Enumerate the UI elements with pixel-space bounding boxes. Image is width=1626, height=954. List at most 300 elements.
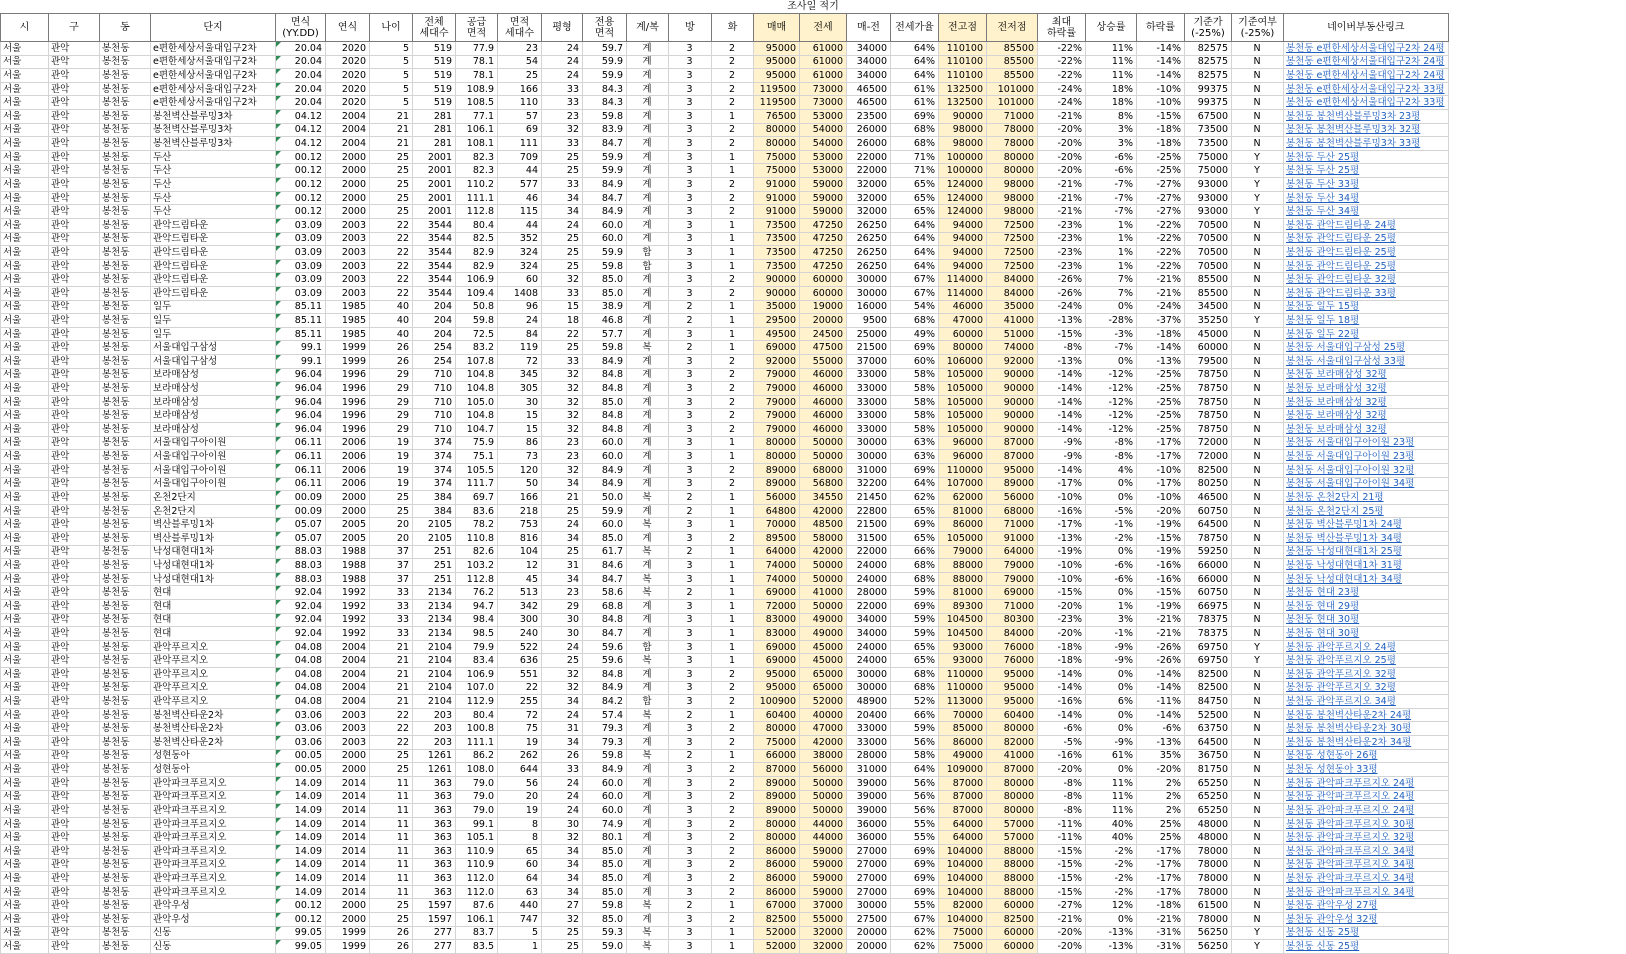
table-cell[interactable]: 90000 [987, 395, 1038, 409]
table-cell[interactable]: 2% [1137, 776, 1185, 790]
table-cell[interactable]: 114000 [939, 286, 987, 300]
table-cell[interactable]: 26 [370, 940, 413, 954]
table-cell[interactable]: 70500 [1185, 218, 1232, 232]
table-cell[interactable]: 98.5 [456, 627, 498, 641]
table-cell[interactable]: 69750 [1185, 654, 1232, 668]
table-cell[interactable]: -20% [1038, 627, 1086, 641]
table-cell[interactable]: 81750 [1185, 763, 1232, 777]
table-cell[interactable]: 44000 [800, 831, 847, 845]
table-cell[interactable]: 2014 [326, 885, 370, 899]
table-cell[interactable]: 3 [669, 668, 712, 682]
table-cell[interactable]: Y [1232, 191, 1284, 205]
table-cell[interactable]: 14.09 [276, 790, 326, 804]
table-cell[interactable]: -14% [1137, 42, 1185, 56]
table-cell[interactable]: 봉천동 [100, 722, 151, 736]
table-cell[interactable]: 89000 [754, 804, 800, 818]
table-cell[interactable]: 봉천동 [100, 327, 151, 341]
table-cell[interactable]: 21 [370, 110, 413, 124]
table-cell[interactable]: 06.11 [276, 477, 326, 491]
table-cell[interactable]: 61.7 [583, 545, 627, 559]
table-cell[interactable]: 36000 [847, 817, 891, 831]
table-cell[interactable]: 82.6 [456, 545, 498, 559]
table-cell[interactable]: 2003 [326, 286, 370, 300]
table-cell[interactable]: 3 [669, 164, 712, 178]
table-cell[interactable]: 89000 [754, 790, 800, 804]
table-cell[interactable]: 64% [891, 69, 939, 83]
table-cell[interactable]: 90000 [987, 423, 1038, 437]
table-cell[interactable]: 봉천동 [100, 940, 151, 954]
table-cell[interactable]: 251 [413, 545, 456, 559]
table-cell[interactable]: 25 [542, 940, 583, 954]
table-cell[interactable]: 2% [1137, 790, 1185, 804]
table-cell[interactable]: 3% [1086, 137, 1137, 151]
table-cell[interactable]: 관악 [49, 531, 100, 545]
table-cell[interactable]: 33000 [847, 382, 891, 396]
table-cell[interactable]: 72000 [1185, 450, 1232, 464]
naver-link[interactable]: 봉천동 관악푸르지오 32평 [1284, 681, 1449, 695]
table-cell[interactable]: 65 [498, 844, 542, 858]
table-cell[interactable]: 22000 [847, 599, 891, 613]
table-cell[interactable]: 104.7 [456, 423, 498, 437]
table-cell[interactable]: 104.8 [456, 368, 498, 382]
table-cell[interactable]: 3 [669, 96, 712, 110]
table-cell[interactable]: 519 [413, 82, 456, 96]
table-cell[interactable]: 59.9 [583, 504, 627, 518]
table-cell[interactable]: 2000 [326, 913, 370, 927]
table-cell[interactable]: 363 [413, 776, 456, 790]
table-cell[interactable]: 95000 [754, 681, 800, 695]
table-cell[interactable]: 3 [669, 232, 712, 246]
table-cell[interactable]: 계 [627, 477, 669, 491]
table-cell[interactable]: -8% [1038, 776, 1086, 790]
table-cell[interactable]: 33 [542, 96, 583, 110]
table-cell[interactable]: 2 [712, 395, 754, 409]
table-cell[interactable]: 3544 [413, 246, 456, 260]
table-cell[interactable]: 관악 [49, 178, 100, 192]
table-cell[interactable]: 88000 [939, 572, 987, 586]
table-cell[interactable]: 서울 [1, 858, 49, 872]
table-cell[interactable]: 61% [1086, 749, 1137, 763]
table-cell[interactable]: 계 [627, 205, 669, 219]
naver-link[interactable]: 봉천동 일두 18평 [1284, 314, 1449, 328]
table-cell[interactable]: 84.7 [583, 572, 627, 586]
naver-link[interactable]: 봉천동 현대 23평 [1284, 586, 1449, 600]
table-cell[interactable]: 서울대입구아이원 [151, 450, 276, 464]
table-cell[interactable]: Y [1232, 164, 1284, 178]
table-cell[interactable]: 서울 [1, 572, 49, 586]
table-cell[interactable]: -11% [1038, 817, 1086, 831]
table-cell[interactable]: 363 [413, 804, 456, 818]
table-cell[interactable]: N [1232, 246, 1284, 260]
table-cell[interactable]: N [1232, 341, 1284, 355]
table-cell[interactable]: N [1232, 123, 1284, 137]
table-cell[interactable]: 06.11 [276, 436, 326, 450]
table-cell[interactable]: 봉천동 [100, 137, 151, 151]
table-cell[interactable]: 계 [627, 844, 669, 858]
table-cell[interactable]: 28000 [847, 586, 891, 600]
table-cell[interactable]: 65250 [1185, 776, 1232, 790]
table-cell[interactable]: 37000 [847, 355, 891, 369]
table-cell[interactable]: 88000 [987, 858, 1038, 872]
table-cell[interactable]: 84.9 [583, 477, 627, 491]
table-cell[interactable]: 73500 [754, 259, 800, 273]
table-cell[interactable]: 33 [370, 627, 413, 641]
table-cell[interactable]: 서울 [1, 749, 49, 763]
table-cell[interactable]: N [1232, 885, 1284, 899]
table-cell[interactable]: 124000 [939, 178, 987, 192]
table-cell[interactable]: 3 [669, 286, 712, 300]
table-cell[interactable]: 25 [542, 341, 583, 355]
table-cell[interactable]: -11% [1137, 695, 1185, 709]
table-cell[interactable]: 98000 [987, 191, 1038, 205]
naver-link[interactable]: 봉천동 낙성대현대1차 25평 [1284, 545, 1449, 559]
table-cell[interactable]: -22% [1038, 55, 1086, 69]
table-cell[interactable]: 2 [669, 314, 712, 328]
table-cell[interactable]: 20000 [800, 314, 847, 328]
table-cell[interactable]: 93000 [1185, 205, 1232, 219]
table-cell[interactable]: 서울 [1, 314, 49, 328]
naver-link[interactable]: 봉천동 두산 25평 [1284, 164, 1449, 178]
table-cell[interactable]: 관악 [49, 817, 100, 831]
table-cell[interactable]: 93000 [1185, 191, 1232, 205]
table-cell[interactable]: 40 [370, 327, 413, 341]
table-cell[interactable]: 83.5 [456, 940, 498, 954]
table-cell[interactable]: -21% [1137, 286, 1185, 300]
table-cell[interactable]: 2000 [326, 763, 370, 777]
table-cell[interactable]: 00.12 [276, 150, 326, 164]
table-cell[interactable]: 31500 [847, 531, 891, 545]
table-cell[interactable]: 0% [1086, 477, 1137, 491]
table-cell[interactable]: 3 [669, 681, 712, 695]
table-cell[interactable]: 2003 [326, 722, 370, 736]
table-cell[interactable]: 113000 [939, 695, 987, 709]
table-cell[interactable]: 77.9 [456, 42, 498, 56]
table-cell[interactable]: -23% [1038, 259, 1086, 273]
table-cell[interactable]: 80000 [987, 790, 1038, 804]
table-cell[interactable]: Y [1232, 940, 1284, 954]
table-cell[interactable]: 서울 [1, 926, 49, 940]
table-cell[interactable]: 577 [498, 178, 542, 192]
table-cell[interactable]: 11 [370, 831, 413, 845]
table-cell[interactable]: 112.0 [456, 872, 498, 886]
table-cell[interactable]: 46 [498, 191, 542, 205]
table-cell[interactable]: 1 [712, 246, 754, 260]
table-cell[interactable]: 서울 [1, 395, 49, 409]
table-cell[interactable]: 78750 [1185, 368, 1232, 382]
table-cell[interactable]: 79000 [754, 409, 800, 423]
table-cell[interactable]: 3 [669, 804, 712, 818]
table-cell[interactable]: 22 [370, 286, 413, 300]
table-cell[interactable]: 1988 [326, 572, 370, 586]
table-cell[interactable]: 73000 [800, 96, 847, 110]
table-cell[interactable]: 서울대입구아이원 [151, 463, 276, 477]
table-cell[interactable]: -17% [1137, 885, 1185, 899]
table-cell[interactable]: 64 [498, 872, 542, 886]
table-cell[interactable]: 120 [498, 463, 542, 477]
table-cell[interactable]: 32200 [847, 477, 891, 491]
table-cell[interactable]: 봉천동 [100, 831, 151, 845]
table-cell[interactable]: 5 [498, 926, 542, 940]
table-cell[interactable]: 14.09 [276, 804, 326, 818]
table-cell[interactable]: 서울 [1, 368, 49, 382]
table-cell[interactable]: 100900 [754, 695, 800, 709]
table-cell[interactable]: 710 [413, 382, 456, 396]
table-cell[interactable]: 21500 [847, 518, 891, 532]
table-cell[interactable]: 봉천벽산블루밍3차 [151, 110, 276, 124]
table-cell[interactable]: 서울 [1, 817, 49, 831]
table-cell[interactable]: 34 [542, 191, 583, 205]
table-cell[interactable]: 60000 [987, 940, 1038, 954]
table-cell[interactable]: 1992 [326, 627, 370, 641]
table-cell[interactable]: N [1232, 477, 1284, 491]
table-cell[interactable]: 2014 [326, 776, 370, 790]
table-cell[interactable]: 2 [669, 586, 712, 600]
table-cell[interactable]: 3544 [413, 218, 456, 232]
table-cell[interactable]: 복 [627, 545, 669, 559]
table-cell[interactable]: 24 [542, 790, 583, 804]
table-cell[interactable]: 2 [712, 695, 754, 709]
table-cell[interactable]: 계 [627, 763, 669, 777]
table-cell[interactable]: 22 [370, 218, 413, 232]
table-cell[interactable]: 91000 [987, 531, 1038, 545]
table-cell[interactable]: -15% [1038, 858, 1086, 872]
table-cell[interactable]: 25 [370, 205, 413, 219]
table-cell[interactable]: 88000 [987, 872, 1038, 886]
table-cell[interactable]: 60.0 [583, 450, 627, 464]
table-cell[interactable]: 관악 [49, 913, 100, 927]
table-cell[interactable]: -20% [1038, 926, 1086, 940]
table-cell[interactable]: 봉천동 [100, 736, 151, 750]
table-cell[interactable]: 봉천동 [100, 708, 151, 722]
table-cell[interactable]: 108.5 [456, 96, 498, 110]
naver-link[interactable]: 봉천동 낙성대현대1차 31평 [1284, 559, 1449, 573]
table-cell[interactable]: -26% [1038, 286, 1086, 300]
table-cell[interactable]: 60.0 [583, 218, 627, 232]
table-cell[interactable]: 20000 [847, 940, 891, 954]
table-cell[interactable]: 104500 [939, 627, 987, 641]
table-cell[interactable]: 64500 [1185, 518, 1232, 532]
table-cell[interactable]: 관악드림타운 [151, 286, 276, 300]
table-cell[interactable]: -17% [1038, 518, 1086, 532]
table-cell[interactable]: 69.7 [456, 491, 498, 505]
table-cell[interactable]: 80000 [754, 137, 800, 151]
table-cell[interactable]: 33 [542, 82, 583, 96]
table-cell[interactable]: -14% [1137, 69, 1185, 83]
table-cell[interactable]: 57 [498, 110, 542, 124]
naver-link[interactable]: 봉천동 성현동아 26평 [1284, 749, 1449, 763]
table-cell[interactable]: 50.8 [456, 300, 498, 314]
table-cell[interactable]: 26 [370, 355, 413, 369]
table-cell[interactable]: -19% [1137, 518, 1185, 532]
naver-link[interactable]: 봉천동 관악푸르지오 32평 [1284, 668, 1449, 682]
table-cell[interactable]: 서울 [1, 232, 49, 246]
table-cell[interactable]: 1597 [413, 913, 456, 927]
table-cell[interactable]: -26% [1137, 640, 1185, 654]
table-cell[interactable]: 관악 [49, 708, 100, 722]
table-cell[interactable]: 39000 [847, 790, 891, 804]
table-cell[interactable]: 26250 [847, 246, 891, 260]
table-cell[interactable]: -14% [1038, 668, 1086, 682]
table-cell[interactable]: 복 [627, 899, 669, 913]
column-header[interactable]: 동 [100, 14, 151, 42]
table-cell[interactable]: 57000 [987, 831, 1038, 845]
table-cell[interactable]: 서울 [1, 55, 49, 69]
table-cell[interactable]: 80000 [987, 150, 1038, 164]
table-cell[interactable]: 255 [498, 695, 542, 709]
table-cell[interactable]: 서울 [1, 69, 49, 83]
table-cell[interactable]: 2014 [326, 858, 370, 872]
table-cell[interactable]: 2020 [326, 55, 370, 69]
table-cell[interactable]: 85000 [939, 722, 987, 736]
table-cell[interactable]: 52000 [800, 695, 847, 709]
table-cell[interactable]: 76.2 [456, 586, 498, 600]
table-cell[interactable]: 25 [370, 763, 413, 777]
table-cell[interactable]: 41000 [800, 586, 847, 600]
table-cell[interactable]: 54000 [800, 123, 847, 137]
table-cell[interactable]: 59.8 [583, 899, 627, 913]
table-cell[interactable]: 복 [627, 940, 669, 954]
table-cell[interactable]: -17% [1038, 477, 1086, 491]
table-cell[interactable]: 68% [891, 137, 939, 151]
table-cell[interactable]: 32 [542, 409, 583, 423]
table-cell[interactable]: 100.8 [456, 722, 498, 736]
table-cell[interactable]: 관악 [49, 763, 100, 777]
table-cell[interactable]: 262 [498, 749, 542, 763]
table-cell[interactable]: -24% [1038, 82, 1086, 96]
table-cell[interactable]: 04.08 [276, 654, 326, 668]
naver-link[interactable]: 봉천동 관악파크푸르지오 30평 [1284, 817, 1449, 831]
table-cell[interactable]: 서울 [1, 763, 49, 777]
table-cell[interactable]: N [1232, 531, 1284, 545]
table-cell[interactable]: 64% [891, 218, 939, 232]
table-cell[interactable]: 21 [370, 640, 413, 654]
table-cell[interactable]: 84.9 [583, 178, 627, 192]
table-cell[interactable]: 22 [542, 327, 583, 341]
table-cell[interactable]: 104000 [939, 885, 987, 899]
table-cell[interactable]: 서울대입구삼성 [151, 355, 276, 369]
table-cell[interactable]: 2 [712, 885, 754, 899]
table-cell[interactable]: -14% [1038, 708, 1086, 722]
table-cell[interactable]: -10% [1137, 96, 1185, 110]
table-cell[interactable]: 105000 [939, 382, 987, 396]
table-cell[interactable]: 관악 [49, 545, 100, 559]
table-cell[interactable]: 50 [498, 477, 542, 491]
naver-link[interactable]: 봉천동 벽산블루밍1차 34평 [1284, 531, 1449, 545]
table-cell[interactable]: 203 [413, 722, 456, 736]
table-cell[interactable]: 3 [669, 695, 712, 709]
table-cell[interactable]: 82.9 [456, 259, 498, 273]
table-cell[interactable]: Y [1232, 926, 1284, 940]
table-cell[interactable]: 95000 [754, 668, 800, 682]
table-cell[interactable]: Y [1232, 314, 1284, 328]
table-cell[interactable]: -6% [1086, 150, 1137, 164]
table-cell[interactable]: 94.7 [456, 599, 498, 613]
table-cell[interactable]: -16% [1038, 504, 1086, 518]
table-cell[interactable]: -13% [1038, 531, 1086, 545]
table-cell[interactable]: 105.5 [456, 463, 498, 477]
table-cell[interactable]: 21 [370, 681, 413, 695]
table-cell[interactable]: 30000 [847, 273, 891, 287]
table-cell[interactable]: 78000 [1185, 858, 1232, 872]
table-cell[interactable]: -27% [1137, 205, 1185, 219]
table-cell[interactable]: -13% [1038, 355, 1086, 369]
table-cell[interactable]: -22% [1137, 232, 1185, 246]
table-cell[interactable]: 봉천동 [100, 436, 151, 450]
table-cell[interactable]: 2% [1137, 804, 1185, 818]
table-cell[interactable]: -17% [1137, 436, 1185, 450]
table-cell[interactable]: 98.4 [456, 613, 498, 627]
table-cell[interactable]: -8% [1038, 341, 1086, 355]
naver-link[interactable]: 봉천동 관악푸르지오 25평 [1284, 654, 1449, 668]
table-cell[interactable]: -1% [1086, 627, 1137, 641]
table-cell[interactable]: 봉천동 [100, 926, 151, 940]
table-cell[interactable]: 65% [891, 191, 939, 205]
table-cell[interactable]: 96.04 [276, 423, 326, 437]
table-cell[interactable]: 61000 [800, 55, 847, 69]
table-cell[interactable]: 11 [370, 817, 413, 831]
table-cell[interactable]: 봉천동 [100, 423, 151, 437]
table-cell[interactable]: 89000 [754, 463, 800, 477]
table-cell[interactable]: 2014 [326, 804, 370, 818]
table-cell[interactable]: 관악드림타운 [151, 259, 276, 273]
table-cell[interactable]: 관악 [49, 831, 100, 845]
table-cell[interactable]: 봉천동 [100, 599, 151, 613]
table-cell[interactable]: -9% [1038, 450, 1086, 464]
table-cell[interactable]: 78750 [1185, 531, 1232, 545]
table-cell[interactable]: 57000 [987, 817, 1038, 831]
table-cell[interactable]: 19 [498, 804, 542, 818]
table-cell[interactable]: 관악드림타운 [151, 232, 276, 246]
table-cell[interactable]: 3 [669, 817, 712, 831]
table-cell[interactable]: -18% [1137, 137, 1185, 151]
table-cell[interactable]: 53000 [800, 150, 847, 164]
table-cell[interactable]: 관악파크푸르지오 [151, 831, 276, 845]
table-cell[interactable]: 33 [370, 599, 413, 613]
table-cell[interactable]: 현대 [151, 627, 276, 641]
naver-link[interactable]: 봉천동 서울대입구아이원 23평 [1284, 450, 1449, 464]
table-cell[interactable]: 24 [542, 69, 583, 83]
table-cell[interactable]: 98000 [987, 205, 1038, 219]
table-cell[interactable]: 84000 [987, 286, 1038, 300]
column-header[interactable]: 구 [49, 14, 100, 42]
table-cell[interactable]: -23% [1038, 218, 1086, 232]
table-cell[interactable]: N [1232, 627, 1284, 641]
table-cell[interactable]: 45000 [1185, 327, 1232, 341]
table-cell[interactable]: 계 [627, 913, 669, 927]
table-cell[interactable]: 64% [891, 246, 939, 260]
table-cell[interactable]: -20% [1038, 940, 1086, 954]
table-cell[interactable]: 03.09 [276, 246, 326, 260]
table-cell[interactable]: 75000 [754, 164, 800, 178]
table-cell[interactable]: -15% [1038, 327, 1086, 341]
table-cell[interactable]: 2003 [326, 246, 370, 260]
table-cell[interactable]: 109000 [939, 763, 987, 777]
table-cell[interactable]: 69% [891, 341, 939, 355]
table-cell[interactable]: 5 [370, 96, 413, 110]
table-cell[interactable]: 서울 [1, 654, 49, 668]
table-cell[interactable]: 40000 [800, 708, 847, 722]
table-cell[interactable]: 59000 [800, 844, 847, 858]
naver-link[interactable]: 봉천동 관악드림타운 25평 [1284, 232, 1449, 246]
table-cell[interactable]: 봉천동 [100, 668, 151, 682]
table-cell[interactable]: 28000 [847, 749, 891, 763]
table-cell[interactable]: 82575 [1185, 69, 1232, 83]
table-cell[interactable]: 59.8 [583, 341, 627, 355]
table-cell[interactable]: e편한세상서울대입구2차 [151, 42, 276, 56]
table-cell[interactable]: 440 [498, 899, 542, 913]
table-cell[interactable]: 관악우성 [151, 899, 276, 913]
table-cell[interactable]: 1 [712, 654, 754, 668]
